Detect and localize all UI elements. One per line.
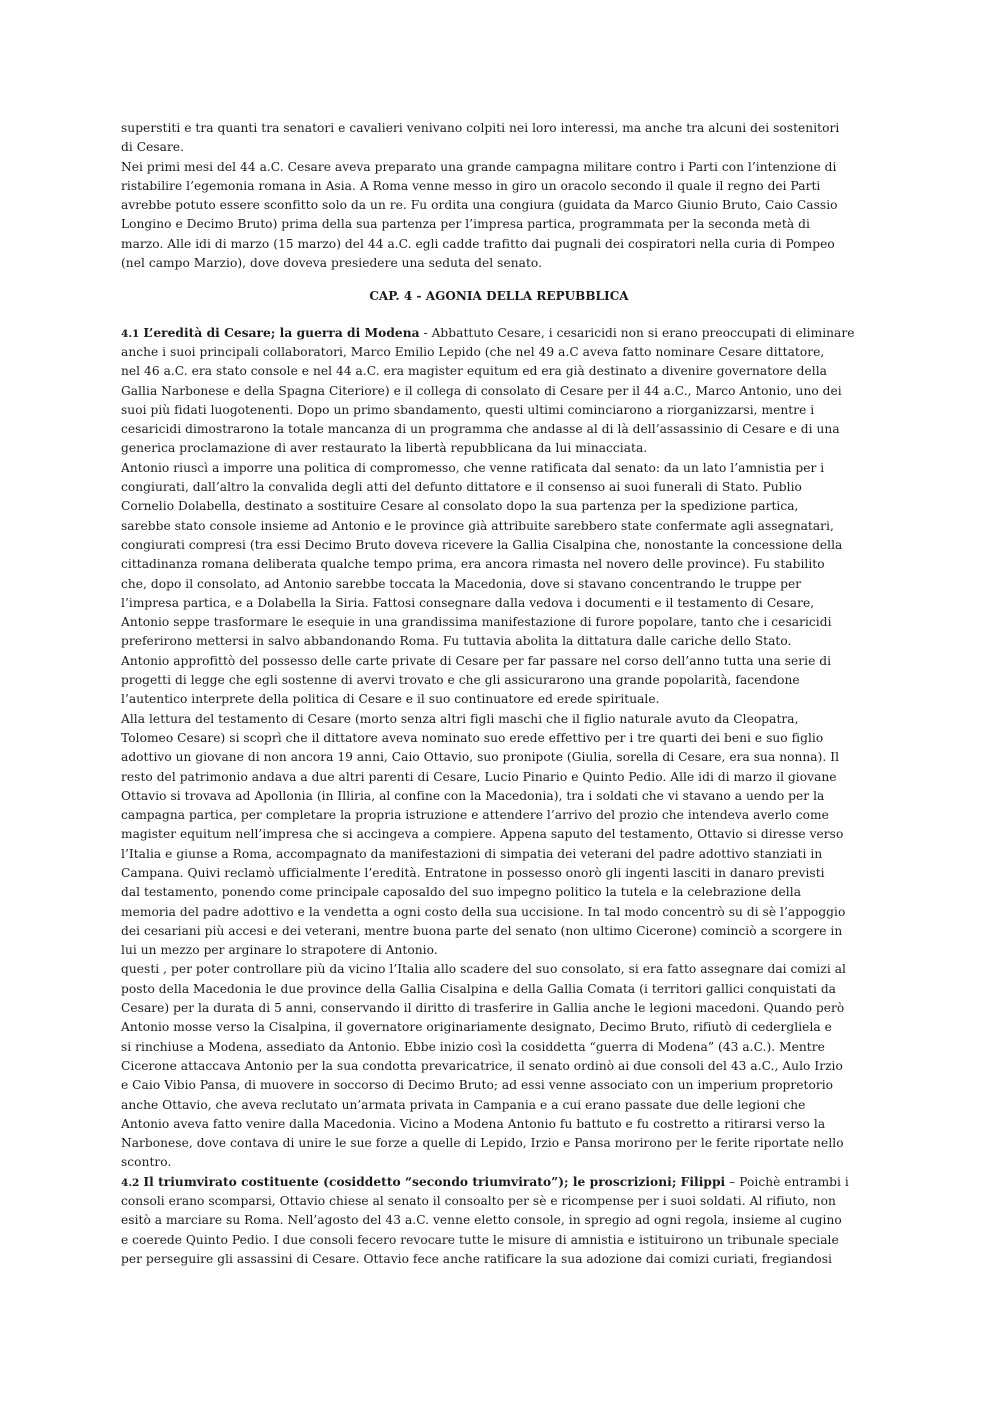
text-line: e Caio Vibio Pansa, di muovere in soccorso di Decimo Bruto; ad essi venne associato con un imperium propretorio [121, 1078, 834, 1093]
section-text-start: – Poichè entrambi i [725, 1174, 849, 1189]
text-line: campagna partica, per completare la propria istruzione e attendere l’arrivo del prozio che intendeva averlo come [121, 808, 829, 823]
text-line: Cornelio Dolabella, destinato a sostituire Cesare al consolato dopo la sua partenza per la spedizione partica, [121, 499, 799, 514]
section-text-start: - Abbattuto Cesare, i cesaricidi non si erano preoccupati di eliminare [419, 325, 855, 340]
section-4-1-body [121, 343, 877, 1173]
section-4-2-body [121, 1192, 877, 1269]
document-page [121, 119, 877, 1269]
text-line: dei cesariani più accesi e dei veterani, mentre buona parte del senato (non ultimo Cicerone) cominciò a scorgere in [121, 923, 843, 938]
section-heading: L’eredità di Cesare; la guerra di Modena [143, 325, 420, 340]
text-line: esitò a marciare su Roma. Nell’agosto del 43 a.C. venne eletto console, in spregio ad ogni regola, insieme al cugino [121, 1213, 842, 1228]
text-line: di Cesare. [121, 140, 185, 155]
text-line: Cesare) per la durata di 5 anni, conservando il diritto di trasferire in Gallia anche le legioni macedoni. Quando però [121, 1001, 845, 1016]
text-line: l’autentico interprete della politica di Cesare e il suo continuatore ed erede spirituale. [121, 692, 660, 707]
text-line: Cicerone attaccava Antonio per la sua condotta prevaricatrice, il senato ordinò ai due consoli del 43 a.C., Aulo Irzio [121, 1058, 843, 1073]
section-heading: Il triumvirato costituente (cosiddetto “secondo triumvirato”); le proscrizioni; Filippi [143, 1174, 726, 1189]
text-line: posto della Macedonia le due province della Gallia Cisalpina e della Gallia Comata (i territori gallici conquistati da [121, 981, 836, 996]
text-line: anche Ottavio, che aveva reclutato un’armata privata in Campania e a cui erano passate due delle legioni che [121, 1097, 806, 1112]
intro-paragraph [121, 119, 877, 273]
text-line: e coerede Quinto Pedio. I due consoli fecero revocare tutte le misure di amnistia e istituirono un tribunale speciale [121, 1232, 839, 1247]
text-line: Antonio seppe trasformare le esequie in una grandissima manifestazione di furore popolare, tanto che i cesaricidi [121, 615, 832, 630]
text-line: anche i suoi principali collaboratori, Marco Emilio Lepido (che nel 49 a.C aveva fatto nominare Cesare dittatore, [121, 344, 825, 359]
text-line: Antonio riuscì a imporre una politica di compromesso, che venne ratificata dal senato: da un lato l’amnistia per i [121, 460, 825, 475]
text-line: l’impresa partica, e a Dolabella la Siria. Fattosi consegnare dalla vedova i documenti e il testamento di Cesare, [121, 595, 815, 610]
text-line: (nel campo Marzio), dove doveva presiedere una seduta del senato. [121, 256, 542, 271]
text-line: progetti di legge che egli sostenne di avervi trovato e che gli assicurarono una grande popolarità, facendone [121, 673, 800, 688]
text-line: per perseguire gli assassini di Cesare. Ottavio fece anche ratificare la sua adozione dai comizi curiati, fregiandosi [121, 1251, 832, 1266]
text-line: superstiti e tra quanti tra senatori e cavalieri venivano colpiti nei loro interessi, ma anche tra alcuni dei sostenitori [121, 121, 840, 135]
text-line: suoi più fidati luogotenenti. Dopo un primo sbandamento, questi ultimi cominciarono a riorganizzarsi, mentre i [121, 402, 815, 417]
section-4-1 [121, 324, 877, 1173]
text-line: congiurati, dall’altro la convalida degli atti del defunto dittatore e il consenso ai suoi funerali di Stato. Publio [121, 480, 802, 495]
text-line: avrebbe potuto essere sconfitto solo da un re. Fu ordita una congiura (guidata da Marco Giunio Bruto, Caio Cassio [121, 198, 838, 213]
section-4-2-first-line [121, 1173, 877, 1192]
text-line: Antonio aveva fatto venire dalla Macedonia. Vicino a Modena Antonio fu battuto e fu costretto a ritirarsi verso la [121, 1116, 826, 1131]
text-line: resto del patrimonio andava a due altri parenti di Cesare, Lucio Pinario e Quinto Pedio. Alle idi di marzo il giovane [121, 769, 837, 784]
section-number: 4.1 [121, 327, 140, 340]
text-line: ristabilire l’egemonia romana in Asia. A Roma venne messo in giro un oracolo secondo il quale il regno dei Parti [121, 178, 821, 193]
text-line: Alla lettura del testamento di Cesare (morto senza altri figli maschi che il figlio naturale avuto da Cleopatra, [121, 711, 799, 726]
text-line: Antonio approfittò del possesso delle carte private di Cesare per far passare nel corso dell’anno tutta una serie di [121, 653, 832, 668]
section-4-1-first-line [121, 324, 877, 343]
section-4-2 [121, 1173, 877, 1269]
text-line: Longino e Decimo Bruto) prima della sua partenza per l’impresa partica, programmata per la seconda metà di [121, 217, 810, 232]
text-line: questi , per poter controllare più da vicino l’Italia allo scadere del suo consolato, si era fatto assegnare dai comizi al [121, 962, 846, 977]
text-line: consoli erano scomparsi, Ottavio chiese al senato il consoalto per sè e ricompense per i suoi soldati. Al rifiuto, non [121, 1194, 836, 1209]
text-line: generica proclamazione di aver restaurato la libertà repubblicana da lui minacciata. [121, 441, 648, 456]
text-line: cesaricidi dimostrarono la totale mancanza di un programma che andasse al di là dell’assassinio di Cesare e di una [121, 422, 840, 437]
text-line: adottivo un giovane di non ancora 19 anni, Caio Ottavio, suo pronipote (Giulia, sorella di Cesare, era sua nonna). Il [121, 750, 840, 765]
text-line: sarebbe stato console insieme ad Antonio e le province già attribuite sarebbero state confermate agli assegnatari, [121, 518, 834, 533]
text-line: dal testamento, ponendo come principale caposaldo del suo impegno politico la tutela e la celebrazione della [121, 885, 802, 900]
text-line: scontro. [121, 1155, 172, 1170]
text-line: si rinchiuse a Modena, assediato da Antonio. Ebbe inizio così la cosiddetta “guerra di Modena” (43 a.C.). Mentre [121, 1039, 825, 1054]
text-line: che, dopo il consolato, ad Antonio sarebbe toccata la Macedonia, dove si stavano concentrando le truppe per [121, 576, 802, 591]
section-number: 4.2 [121, 1176, 140, 1189]
text-line: Campana. Quivi reclamò ufficialmente l’eredità. Entratone in possesso onorò gli ingenti lasciti in danaro previsti [121, 865, 825, 880]
text-line: Nei primi mesi del 44 a.C. Cesare aveva preparato una grande campagna militare contro i Parti con l’intenzione di [121, 159, 837, 174]
text-line: nel 46 a.C. era stato console e nel 44 a.C. era magister equitum ed era già destinato a divenire governatore della [121, 364, 827, 379]
text-line: lui un mezzo per arginare lo strapotere di Antonio. [121, 943, 438, 958]
text-line: preferirono mettersi in salvo abbandonando Roma. Fu tuttavia abolita la dittatura dalle cariche dello Stato. [121, 634, 792, 649]
text-line: memoria del padre adottivo e la vendetta a ogni costo della sua uccisione. In tal modo concentrò su di sè l’appoggio [121, 904, 846, 919]
text-line: cittadinanza romana deliberata qualche tempo prima, era ancora rimasta nel novero delle province). Fu stabilito [121, 557, 825, 572]
text-line: magister equitum nell’impresa che si accingeva a compiere. Appena saputo del testamento, Ottavio si diresse verso [121, 827, 844, 842]
text-line: Gallia Narbonese e della Spagna Citeriore) e il collega di consolato di Cesare per il 44 a.C., Marco Antonio, uno dei [121, 383, 842, 398]
text-line: Ottavio si trovava ad Apollonia (in Illiria, al confine con la Macedonia), tra i soldati che vi stavano a uendo per la [121, 788, 825, 803]
text-line: marzo. Alle idi di marzo (15 marzo) del 44 a.C. egli cadde trafitto dai pugnali dei cospiratori nella curia di Pompeo [121, 236, 835, 251]
text-line: l’Italia e giunse a Roma, accompagnato da manifestazioni di simpatia dei veterani del padre adottivo stanziati in [121, 846, 823, 861]
text-line: Narbonese, dove contava di unire le sue forze a quelle di Lepido, Irzio e Pansa morirono per le ferite riportate nello [121, 1136, 844, 1151]
text-line: Tolomeo Cesare) si scoprì che il dittatore aveva nominato suo erede effettivo per i tre quarti dei beni e suo figlio [121, 730, 824, 745]
chapter-title: CAP. 4 - AGONIA DELLA REPUBBLICA [369, 289, 629, 304]
text-line: Antonio mosse verso la Cisalpina, il governatore originariamente designato, Decimo Bruto, rifiutò di cedergliela e [121, 1020, 832, 1035]
text-line: congiurati compresi (tra essi Decimo Bruto doveva ricevere la Gallia Cisalpina che, nonostante la concessione della [121, 537, 843, 552]
